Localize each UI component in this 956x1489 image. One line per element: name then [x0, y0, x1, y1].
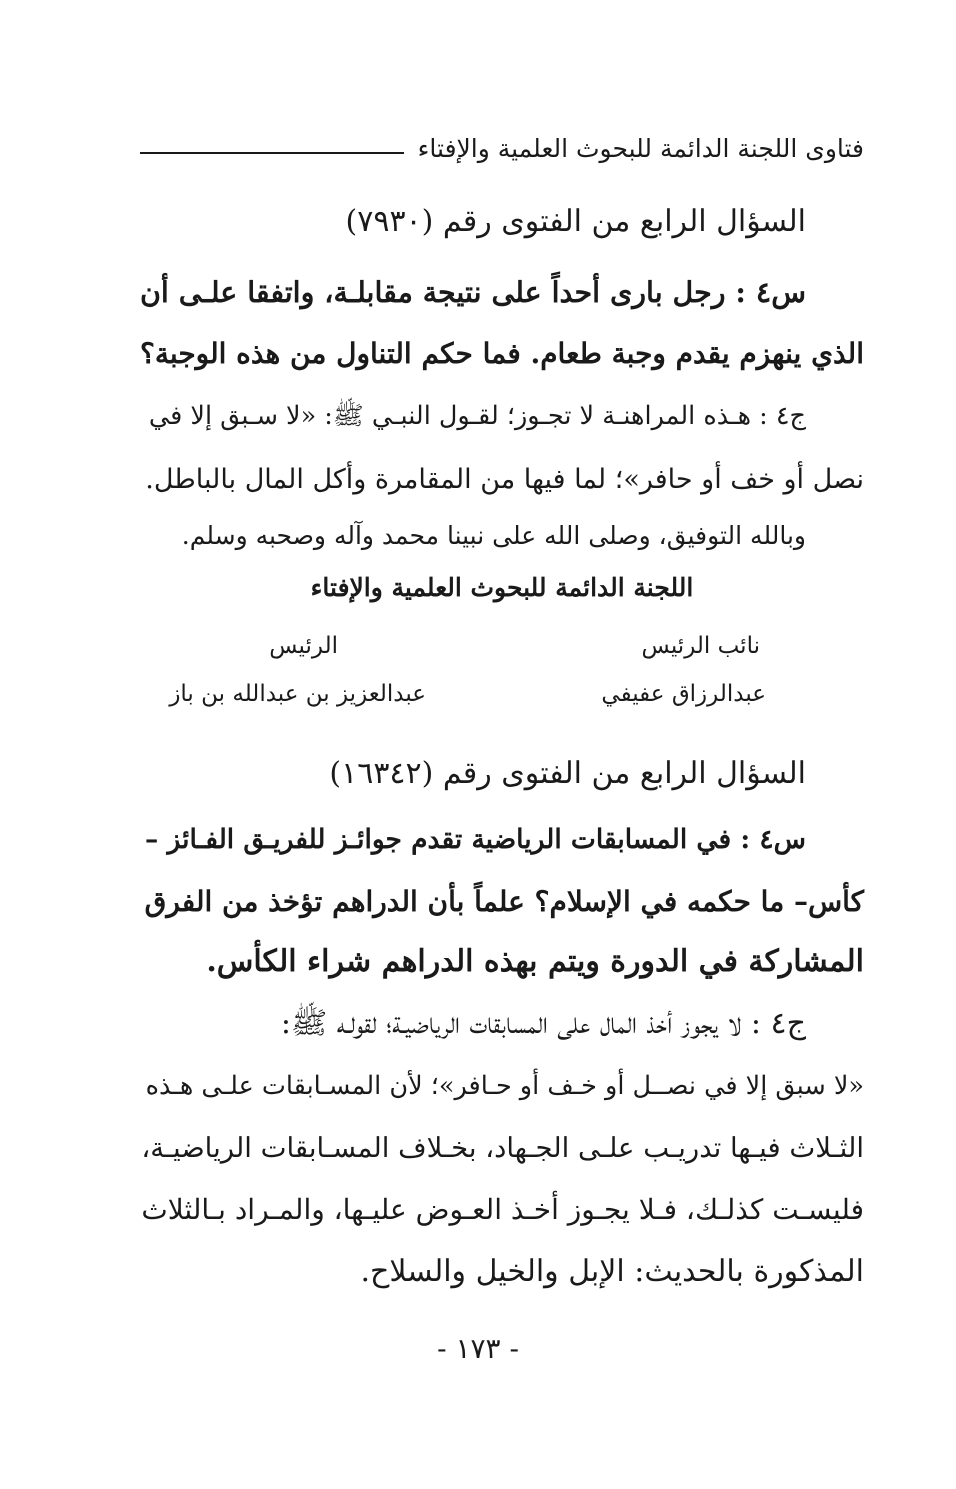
- fatwa2-answer-line-2: «لا سبق إلا في نصــل أو خـف أو حـافر»؛ لأن المسـابقات علـى هـذه: [145, 1071, 864, 1101]
- fatwa2-question-line-3: المشاركة في الدورة ويتم بهذه الدراهم شراء الكأس.: [206, 944, 864, 979]
- president-title: الرئيس: [269, 633, 338, 659]
- fatwa1-heading: السؤال الرابع من الفتوى رقم (٧٩٣٠): [345, 204, 806, 239]
- fatwa2-answer-line-3: الثـلاث فيـها تدريـب علـى الجـهاد، بخـلاف المسـابقات الرياضيـة،: [141, 1132, 864, 1164]
- fatwa1-answer-line-1: ج٤ : هـذه المراهنـة لا تجـوز؛ لقـول النبـي ﷺ: «لا سـبق إلا في: [148, 401, 806, 431]
- fatwa1-committee: اللجنة الدائمة للبحوث العلمية والإفتاء: [310, 573, 694, 602]
- fatwa2-answer-line-4: فليسـت كذلـك، فـلا يجـوز أخـذ العـوض عليـها، والمـراد بـالثلاث: [141, 1193, 864, 1226]
- vice-president-title: نائب الرئيس: [641, 633, 760, 659]
- president-name: عبدالعزيز بن عبدالله بن باز: [169, 681, 426, 707]
- fatwa1-question-line-1: س٤ : رجل بارى أحداً على نتيجة مقابلـة، واتفقا علـى أن: [139, 275, 806, 309]
- fatwa2-heading: السؤال الرابع من الفتوى رقم (١٦٣٤٢): [329, 756, 806, 791]
- fatwa1-answer-line-2: نصل أو خف أو حافر»؛ لما فيها من المقامرة وأكل المال بالباطل.: [145, 464, 864, 495]
- fatwa2-answer-line-5: المذكورة بالحديث: الإبل والخيل والسلاح.: [360, 1254, 864, 1289]
- running-header: [140, 128, 864, 168]
- header-title: فتاوى اللجنة الدائمة للبحوث العلمية والإفتاء: [417, 133, 864, 163]
- fatwa1-closing: وبالله التوفيق، وصلى الله على نبينا محمد وآله وصحبه وسلم.: [181, 521, 806, 550]
- fatwa2-answer-line-1: ج٤ : لا يجوز أخذ المال على المسابقات الرياضيـة؛ لقولـه ﷺ:: [280, 1006, 806, 1041]
- vice-president-name: عبدالرزاق عفيفي: [601, 681, 766, 707]
- fatwa2-question-line-2: كأس– ما حكمه في الإسلام؟ علماً بأن الدراهم تؤخذ من الفرق: [144, 885, 864, 918]
- fatwa2-question-line-1: س٤ : في المسابقات الرياضية تقدم جوائـز للفريـق الفـائز –: [145, 824, 806, 855]
- header-rule: [140, 152, 404, 154]
- page-number: - ١٧٣ -: [437, 1332, 519, 1365]
- fatwa1-question-line-2: الذي ينهزم يقدم وجبة طعام. فما حكم التناول من هذه الوجبة؟: [140, 337, 864, 370]
